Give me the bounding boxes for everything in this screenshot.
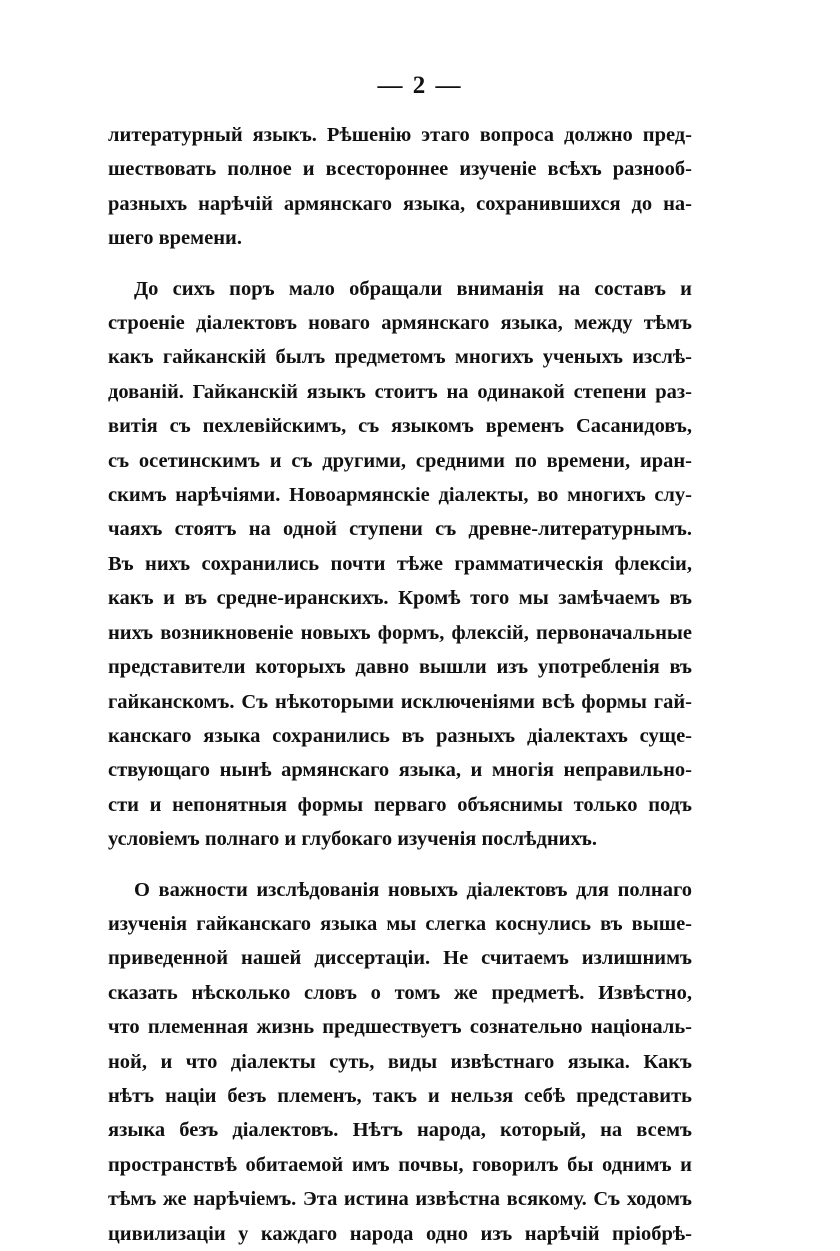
text-line: нихъ возникновеніе новыхъ формъ, флексій, первоначальные <box>108 621 692 644</box>
text-line: что племенная жизнь предшествуетъ сознательно національ- <box>108 1016 692 1039</box>
paragraph-3 <box>108 873 692 1251</box>
text-line: съ осетинскимъ и съ другими, средними по времени, иран- <box>108 449 692 472</box>
text-line: ствующаго нынѣ армянскаго языка, и многія неправильно- <box>108 759 692 782</box>
text-line: языка безъ діалектовъ. Нѣтъ народа, который, на всемъ <box>108 1119 692 1142</box>
text-line: разныхъ нарѣчій армянскаго языка, сохранившихся до на- <box>108 192 692 215</box>
text-line: цивилизаціи у каждаго народа одно изъ нарѣчій пріобрѣ- <box>108 1222 692 1245</box>
text-line: ной, и что діалекты суть, виды извѣстнаго языка. Какъ <box>108 1050 692 1073</box>
text-line: какъ и въ средне-иранскихъ. Кромѣ того мы замѣчаемъ въ <box>108 587 692 610</box>
text-line: строеніе діалектовъ новаго армянскаго языка, между тѣмъ <box>108 312 692 335</box>
text-line: представители которыхъ давно вышли изъ употребленія въ <box>108 656 692 679</box>
text-line: литературный языкъ. Рѣшенію этаго вопроса должно пред- <box>108 124 692 146</box>
text-line: приведенной нашей диссертаціи. Не считаемъ излишнимъ <box>108 947 692 970</box>
paragraph-2 <box>108 272 692 857</box>
page-number: — 2 — <box>377 72 463 99</box>
text-line: чаяхъ стоятъ на одной ступени съ древне-литературнымъ. <box>108 518 692 541</box>
text-line: какъ гайканскій былъ предметомъ многихъ ученыхъ изслѣ- <box>108 346 692 369</box>
text-line: О важности изслѣдованія новыхъ діалектовъ для полнаго <box>134 878 692 901</box>
text-line: изученія гайканскаго языка мы слегка коснулись въ выше- <box>108 912 692 935</box>
text-line: нѣтъ націи безъ племенъ, такъ и нельзя себѣ представить <box>108 1084 692 1107</box>
text-line: шего времени. <box>108 227 242 250</box>
text-line: канскаго языка сохранились въ разныхъ діалектахъ суще- <box>108 724 692 747</box>
paragraph-1 <box>108 118 692 256</box>
text-line: гайканскомъ. Съ нѣкоторыми исключеніями всѣ формы гай- <box>108 690 692 713</box>
text-line: пространствѣ обитаемой имъ почвы, говорилъ бы однимъ и <box>108 1153 692 1176</box>
text-line: условіемъ полнаго и глубокаго изученія послѣднихъ. <box>108 828 597 851</box>
text-line: витія съ пехлевійскимъ, съ языкомъ временъ Сасанидовъ, <box>108 415 692 438</box>
text-line: сказать нѣсколько словъ о томъ же предметѣ. Извѣстно, <box>108 981 692 1004</box>
text-line: шествовать полное и всестороннее изученіе всѣхъ разнооб- <box>108 158 692 181</box>
text-line: тѣмъ же нарѣчіемъ. Эта истина извѣстна всякому. Съ ходомъ <box>108 1188 692 1211</box>
text-line: До сихъ поръ мало обращали вниманія на составъ и <box>134 277 692 300</box>
text-line: Въ нихъ сохранились почти тѣже грамматическія флексіи, <box>108 552 692 575</box>
text-line: сти и непонятныя формы перваго объяснимы только подъ <box>108 793 692 816</box>
text-line: скимъ нарѣчіями. Новоармянскіе діалекты, во многихъ слу- <box>108 484 692 507</box>
text-line: дованій. Гайканскій языкъ стоитъ на одинакой степени раз- <box>108 380 692 403</box>
paragraph-gap <box>108 256 692 272</box>
body-text <box>108 118 692 1251</box>
paragraph-gap <box>108 857 692 873</box>
